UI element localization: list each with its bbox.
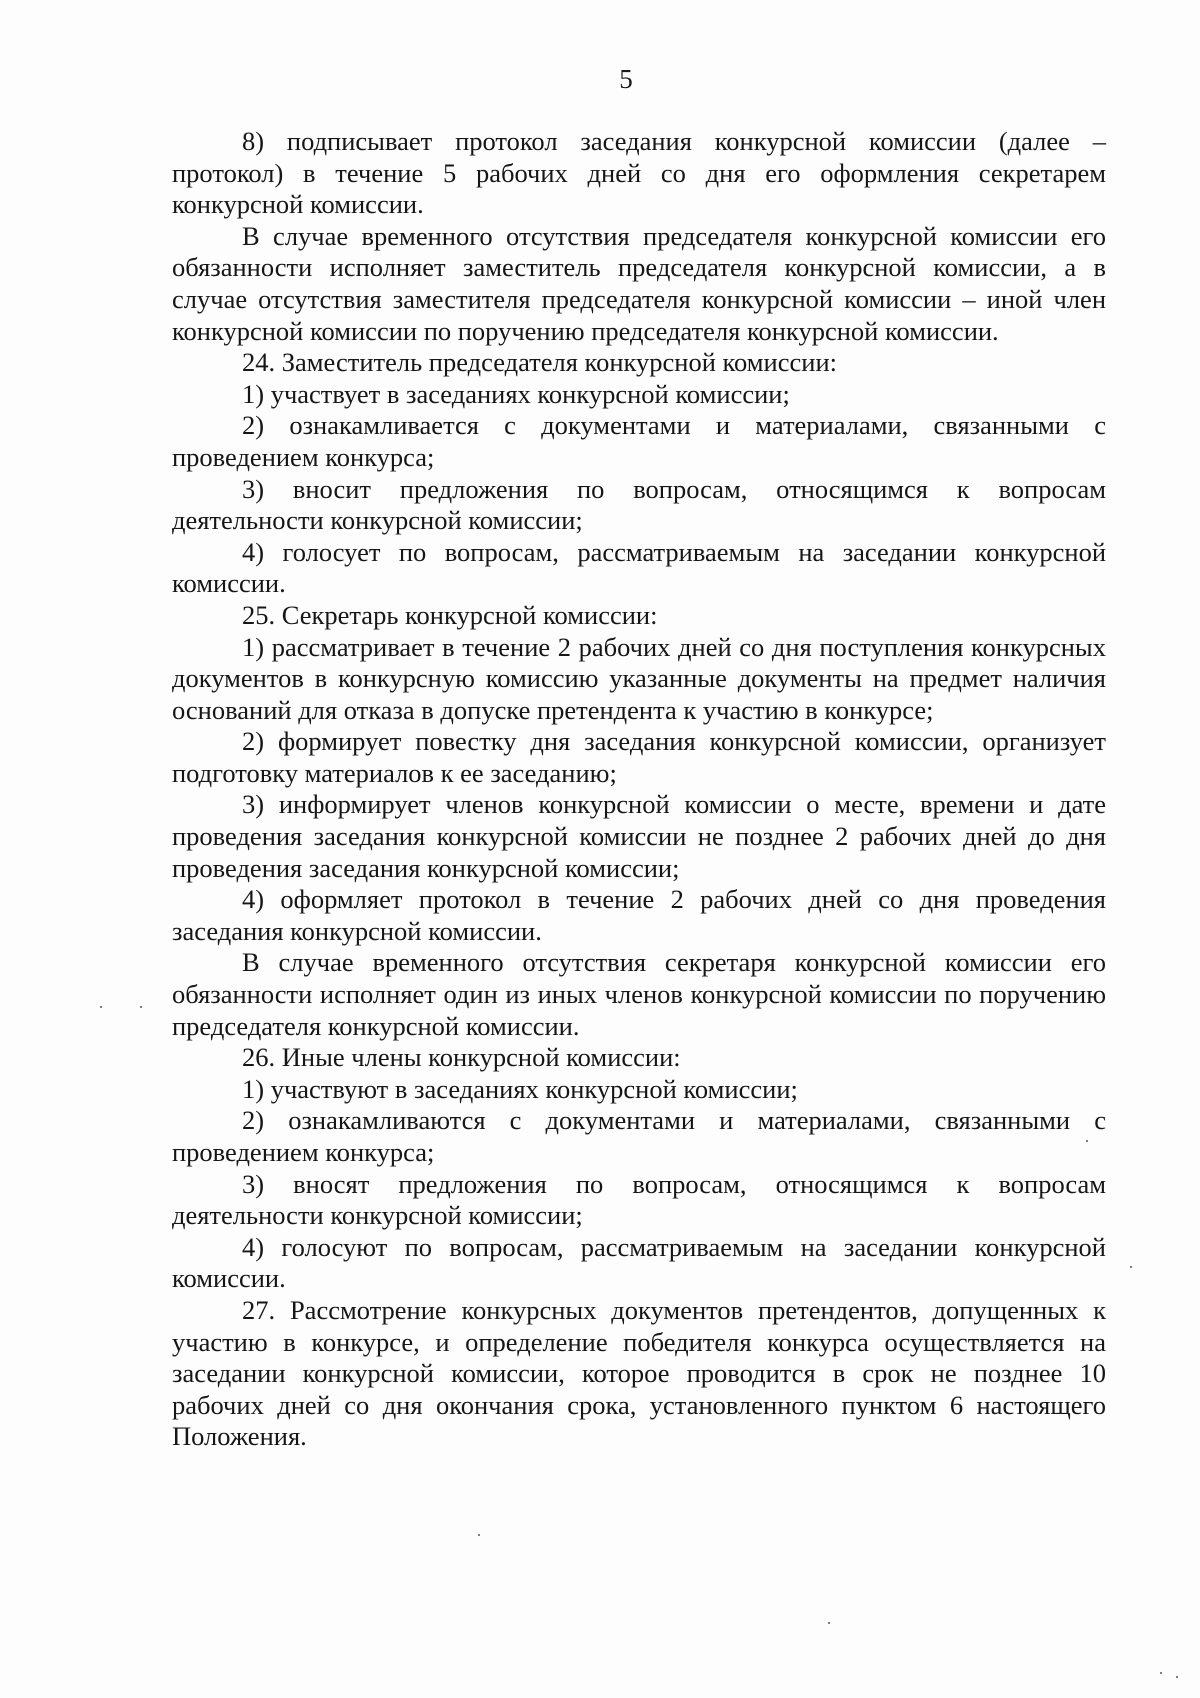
scan-speck xyxy=(1086,1140,1088,1142)
paragraph-24-heading: 24. Заместитель председателя конкурсной комиссии: xyxy=(242,347,837,378)
paragraph-27: 27. Рассмотрение конкурсных документов претендентов, допущенных к участию в конкурсе, и определение победителя конкурса осуществляется на заседании конкурсной комиссии, которое проводится в срок не позднее 10 рабочих дней со дня окончания срока, установленного пунктом 6 настоящего Положения. xyxy=(172,1294,1106,1452)
paragraph-24-item-3: 3) вносит предложения по вопросам, относящимся к вопросам деятельности конкурсной комиссии; xyxy=(172,473,1106,536)
paragraph-26-heading: 26. Иные члены конкурсной комиссии: xyxy=(242,1042,681,1073)
document-body xyxy=(172,126,1106,1453)
scan-speck xyxy=(100,1006,102,1008)
paragraph-24-item-2: 2) ознакамливается с документами и материалами, связанными с проведением конкурса; xyxy=(172,410,1106,472)
scan-speck xyxy=(1160,1672,1162,1674)
scan-speck xyxy=(1130,1266,1132,1268)
scan-speck xyxy=(140,1006,142,1008)
paragraph-26-item-2: 2) ознакамливаются с документами и материалами, связанными с проведением конкурса; xyxy=(172,1105,1106,1167)
paragraph-24-item-1: 1) участвует в заседаниях конкурсной комиссии; xyxy=(242,378,790,409)
paragraph-26-item-3: 3) вносят предложения по вопросам, относящимся к вопросам деятельности конкурсной комиссии; xyxy=(172,1168,1106,1231)
paragraph-26-item-1: 1) участвуют в заседаниях конкурсной комиссии; xyxy=(242,1073,798,1104)
paragraph-25-item-2: 2) формирует повестку дня заседания конкурсной комиссии, организует подготовку материалов к ее заседанию; xyxy=(172,726,1106,788)
paragraph-secretary-absence: В случае временного отсутствия секретаря конкурсной комиссии его обязанности исполняет один из иных членов конкурсной комиссии по поручению председателя конкурсной комиссии. xyxy=(172,947,1106,1041)
paragraph-24-item-4: 4) голосует по вопросам, рассматриваемым на заседании конкурсной комиссии. xyxy=(172,536,1106,599)
paragraph-chair-absence: В случае временного отсутствия председателя конкурсной комиссии его обязанности исполняет заместитель председателя конкурсной комиссии, а в случае отсутствия заместителя председателя конкурсной комиссии – иной член конкурсной комиссии по поручению председателя конкурсной комиссии. xyxy=(172,220,1106,346)
paragraph-25-item-1: 1) рассматривает в течение 2 рабочих дней со дня поступления конкурсных документов в конкурсную комиссию указанные документы на предмет наличия оснований для отказа в допуске претендента к участию в конкурсе; xyxy=(172,631,1106,725)
paragraph-25-item-4: 4) оформляет протокол в течение 2 рабочих дней со дня проведения заседания конкурсной комиссии. xyxy=(172,884,1106,946)
paragraph-26-item-4: 4) голосуют по вопросам, рассматриваемым на заседании конкурсной комиссии. xyxy=(172,1231,1106,1294)
scan-speck xyxy=(828,1622,830,1624)
scan-speck xyxy=(478,1534,480,1536)
scan-speck xyxy=(1176,1676,1178,1678)
paragraph-item-8-signs-protocol: 8) подписывает протокол заседания конкурсной комиссии (далее – протокол) в течение 5 рабочих дней со дня его оформления секретарем конкурсной комиссии. xyxy=(172,126,1106,220)
paragraph-25-heading: 25. Секретарь конкурсной комиссии: xyxy=(242,599,658,630)
page-number: 5 xyxy=(619,64,633,94)
paragraph-25-item-3: 3) информирует членов конкурсной комиссии о месте, времени и дате проведения заседания конкурсной комиссии не позднее 2 рабочих дней до дня проведения заседания конкурсной комиссии; xyxy=(172,789,1106,883)
